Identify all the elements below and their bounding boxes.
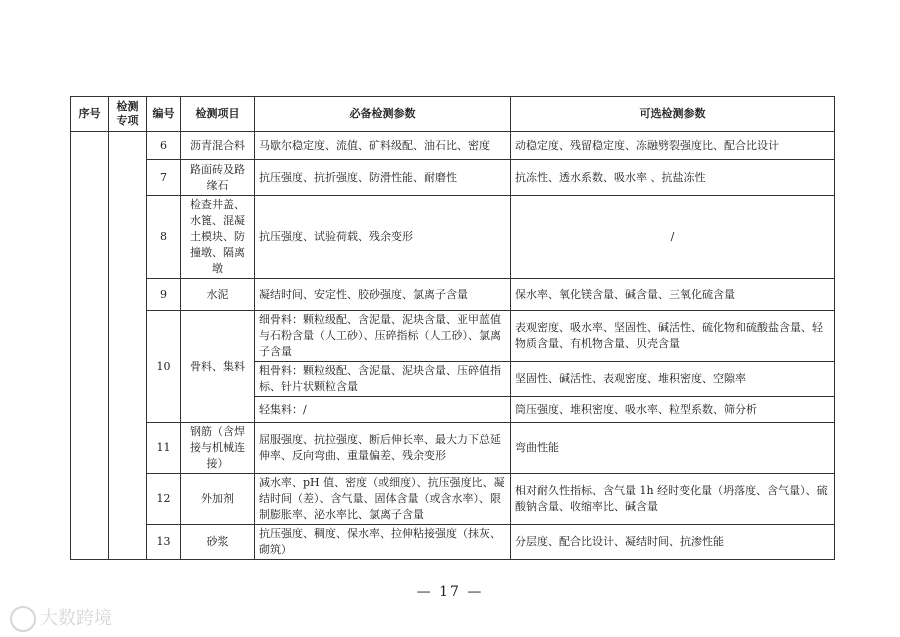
header-row	[71, 97, 835, 132]
table-row	[71, 132, 835, 160]
optional-cell: 保水率、氧化镁含量、碱含量、三氧化硫含量	[511, 279, 835, 311]
item-cell: 骨料、集料	[181, 311, 255, 423]
optional-cell: 动稳定度、残留稳定度、冻融劈裂强度比、配合比设计	[511, 132, 835, 160]
item-cell: 水泥	[181, 279, 255, 311]
code-cell: 11	[147, 423, 181, 474]
required-cell: 屈服强度、抗拉强度、断后伸长率、最大力下总延伸率、反向弯曲、重量偏差、残余变形	[255, 423, 511, 474]
watermark-logo-icon	[10, 606, 36, 632]
table-row	[71, 196, 835, 279]
table-row	[71, 311, 835, 362]
required-cell: 抗压强度、试验荷载、残余变形	[255, 196, 511, 279]
code-cell: 10	[147, 311, 181, 423]
required-cell: 粗骨料：颗粒级配、含泥量、泥块含量、压碎值指标、针片状颗粒含量	[255, 362, 511, 397]
optional-cell: 相对耐久性指标、含气量 1h 经时变化量（坍落度、含气量）、硫酸钠含量、收缩率比、碱含量	[511, 474, 835, 525]
table-row	[71, 525, 835, 560]
required-cell: 减水率、pH 值、密度（或细度）、抗压强度比、凝结时间（差）、含气量、固体含量（或含水率）、限制膨胀率、泌水率比、氯离子含量	[255, 474, 511, 525]
header-required: 必备检测参数	[255, 97, 511, 132]
code-cell: 9	[147, 279, 181, 311]
item-cell: 路面砖及路缘石	[181, 160, 255, 196]
optional-cell: 筒压强度、堆积密度、吸水率、粒型系数、筛分析	[511, 397, 835, 423]
required-cell: 抗压强度、稠度、保水率、拉伸粘接强度（抹灰、砌筑）	[255, 525, 511, 560]
header-optional: 可选检测参数	[511, 97, 835, 132]
required-cell: 抗压强度、抗折强度、防滑性能、耐磨性	[255, 160, 511, 196]
item-cell: 钢筋（含焊接与机械连接）	[181, 423, 255, 474]
optional-cell: /	[511, 196, 835, 279]
header-seq: 序号	[71, 97, 109, 132]
required-cell: 轻集料：/	[255, 397, 511, 423]
code-cell: 8	[147, 196, 181, 279]
watermark	[10, 604, 112, 632]
code-cell: 7	[147, 160, 181, 196]
seq-cell	[71, 132, 109, 560]
header-item: 检测项目	[181, 97, 255, 132]
required-cell: 细骨料：颗粒级配、含泥量、泥块含量、亚甲蓝值与石粉含量（人工砂）、压碎指标（人工砂）、氯离子含量	[255, 311, 511, 362]
item-cell: 砂浆	[181, 525, 255, 560]
optional-cell: 弯曲性能	[511, 423, 835, 474]
required-cell: 凝结时间、安定性、胶砂强度、氯离子含量	[255, 279, 511, 311]
item-cell: 外加剂	[181, 474, 255, 525]
item-cell: 沥青混合料	[181, 132, 255, 160]
table-row	[71, 160, 835, 196]
parameter-table	[70, 96, 835, 560]
code-cell: 6	[147, 132, 181, 160]
optional-cell: 坚固性、碱活性、表观密度、堆积密度、空隙率	[511, 362, 835, 397]
watermark-text: 大数跨境	[40, 608, 112, 629]
optional-cell: 表观密度、吸水率、坚固性、碱活性、硫化物和硫酸盐含量、轻物质含量、有机物含量、贝壳含量	[511, 311, 835, 362]
table-row	[71, 474, 835, 525]
page-number: — 17 —	[416, 584, 484, 600]
header-category: 检测专项	[109, 97, 147, 132]
table-row	[71, 423, 835, 474]
table-row	[71, 279, 835, 311]
category-cell	[109, 132, 147, 560]
item-cell: 检查井盖、水篦、混凝土模块、防撞墩、隔离墩	[181, 196, 255, 279]
optional-cell: 抗冻性、透水系数、吸水率 、抗盐冻性	[511, 160, 835, 196]
optional-cell: 分层度、配合比设计、凝结时间、抗渗性能	[511, 525, 835, 560]
required-cell: 马歇尔稳定度、流值、矿料级配、油石比、密度	[255, 132, 511, 160]
code-cell: 13	[147, 525, 181, 560]
code-cell: 12	[147, 474, 181, 525]
header-code: 编号	[147, 97, 181, 132]
